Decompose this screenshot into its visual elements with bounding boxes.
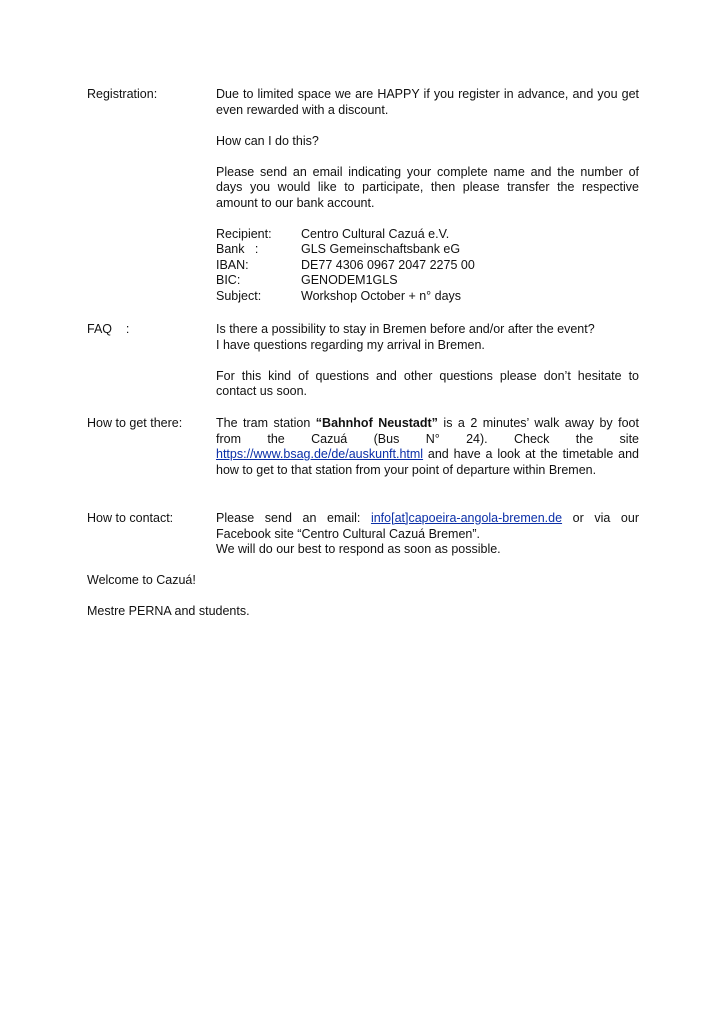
registration-content	[216, 87, 639, 304]
timetable-link[interactable]: https://www.bsag.de/de/auskunft.html	[216, 447, 424, 461]
directions-text-after: and have a look at the timetable and how to get to that station from your point of departure within Bremen.	[216, 447, 639, 477]
bank-key: Bank :	[216, 242, 259, 256]
directions-text-middle: is a 2 minutes’ walk away by foot from the Cazuá (Bus N° 24). Check the site	[216, 416, 639, 446]
contact-text-after: or via our Facebook site “Centro Cultural Cazuá Bremen”.	[216, 511, 639, 541]
contact-closing: We will do our best to respond as soon as possible.	[216, 542, 501, 556]
bank-row-recipient	[216, 227, 475, 243]
bank-row-bic	[216, 273, 475, 289]
faq-question-1: Is there a possibility to stay in Bremen before and/or after the event?	[216, 322, 595, 336]
faq-label: FAQ :	[87, 322, 130, 336]
bank-key: IBAN:	[216, 257, 249, 272]
registration-label: Registration:	[87, 87, 158, 101]
directions-content	[216, 416, 639, 478]
bank-row-iban	[216, 258, 475, 274]
directions-label: How to get there:	[87, 416, 183, 430]
contact-text	[216, 511, 639, 542]
bank-value: Workshop October + n° days	[301, 288, 462, 303]
contact-text-before: Please send an email:	[216, 511, 371, 525]
registration-question: How can I do this?	[216, 133, 319, 148]
registration-instructions: Please send an email indicating your complete name and the number of days you would like to participate, then please transfer the respective amount to our bank account.	[216, 164, 639, 210]
bank-row-subject	[216, 289, 475, 305]
email-link[interactable]: info[at]capoeira-angola-bremen.de	[370, 511, 563, 525]
bank-value: GLS Gemeinschaftsbank eG	[301, 242, 461, 256]
bank-value: GENODEM1GLS	[301, 273, 398, 287]
contact-label: How to contact:	[87, 511, 174, 525]
contact-content	[216, 511, 639, 558]
directions-text-before: The tram station	[216, 416, 316, 430]
bank-key: BIC:	[216, 273, 241, 287]
bank-row-bank	[216, 242, 475, 258]
bank-key: Recipient:	[216, 226, 272, 241]
faq-content	[216, 322, 639, 400]
signature-text: Mestre PERNA and students.	[87, 604, 250, 618]
bank-key: Subject:	[216, 288, 262, 303]
faq-answer: For this kind of questions and other questions please don’t hesitate to contact us soon.	[216, 368, 639, 398]
bank-details-table	[216, 227, 475, 305]
welcome-text: Welcome to Cazuá!	[87, 573, 196, 587]
faq-question-2: I have questions regarding my arrival in Bremen.	[216, 337, 485, 352]
bank-value: Centro Cultural Cazuá e.V.	[301, 226, 450, 241]
registration-intro: Due to limited space we are HAPPY if you register in advance, and you get even rewarded with a discount.	[216, 87, 639, 117]
station-name: “Bahnhof Neustadt”	[315, 416, 438, 430]
bank-value: DE77 4306 0967 2047 2275 00	[301, 257, 475, 272]
directions-text	[216, 416, 639, 478]
